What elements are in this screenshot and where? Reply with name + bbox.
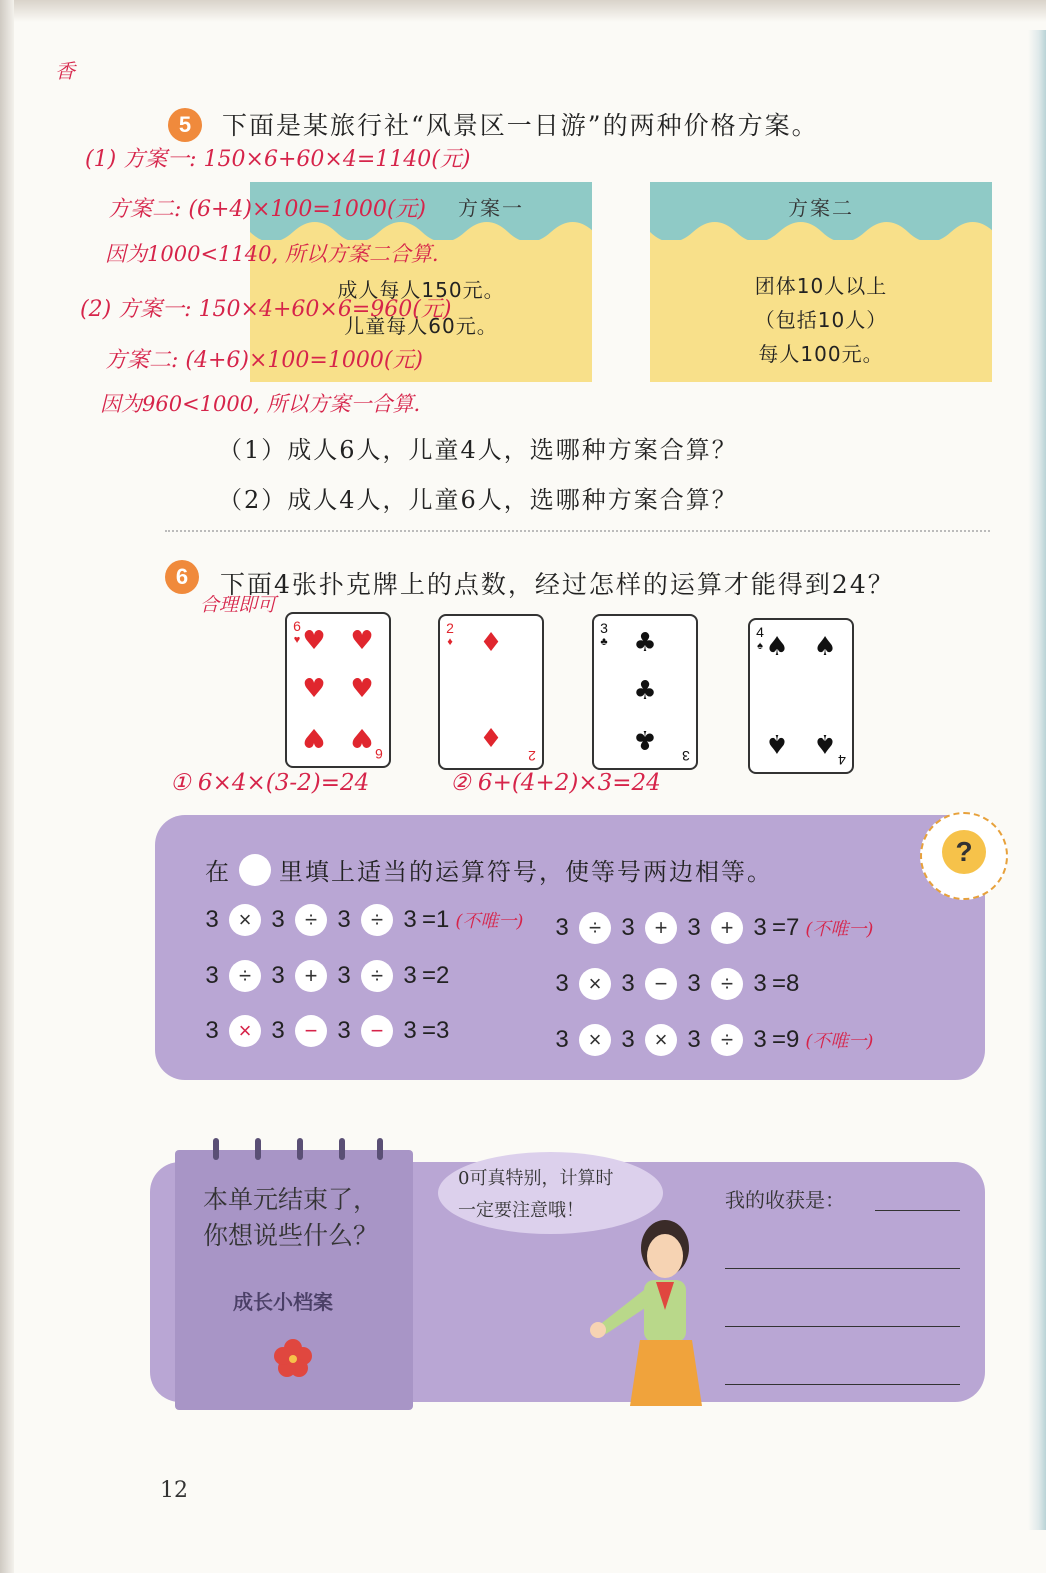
card-suit-icon: ♠ (757, 640, 763, 652)
operand: 3 (621, 914, 635, 941)
spade-icon: ♠ (813, 728, 837, 758)
growth-archive-label: 成长小档案 (233, 1290, 333, 1314)
operand: 3 (687, 970, 701, 997)
heart-icon: ♥ (302, 722, 326, 752)
operand: 3 (337, 1017, 351, 1044)
speech-bubble-line2: 一定要注意哦！ (458, 1200, 584, 1221)
equation-row-3 (200, 1015, 449, 1047)
q5-title: 下面是某旅行社“风景区一日游”的两种价格方案。 (222, 111, 819, 140)
notebook-ring (213, 1138, 219, 1160)
operand: 3 (271, 906, 285, 933)
q5-sub1: （1）成人6人，儿童4人，选哪种方案合算？ (218, 436, 738, 464)
growth-archive-notebook (175, 1150, 413, 1410)
page-edge-left (0, 0, 14, 1573)
operator-slot[interactable]: × (229, 904, 261, 936)
hw-not-unique-note: (不唯一) (805, 919, 874, 940)
notebook-ring (297, 1138, 303, 1160)
operand: 3 (337, 962, 351, 989)
equation-row-4 (550, 912, 873, 944)
section-divider (165, 530, 990, 532)
blank-circle-icon (239, 854, 271, 886)
operand: 3 (621, 970, 635, 997)
operand: 3 (271, 1017, 285, 1044)
operator-slot[interactable]: + (711, 912, 743, 944)
equation-row-5 (550, 968, 799, 1000)
heart-icon: ♥ (350, 674, 374, 704)
operator-slot[interactable]: ÷ (229, 960, 261, 992)
card-rank: 6 (293, 618, 301, 634)
operand: 3 (403, 906, 417, 933)
card-rank: 4 (838, 752, 846, 768)
operand: 3 (205, 962, 219, 989)
page-number: 12 (160, 1478, 188, 1503)
q6-hw-answer1: ① 6×4×(3-2)=24 (170, 770, 370, 796)
plan2-box (650, 182, 992, 382)
operator-slot[interactable]: + (295, 960, 327, 992)
operand: 3 (753, 970, 767, 997)
hw-not-unique-note: (不唯一) (805, 1031, 874, 1052)
operator-slot[interactable]: ÷ (295, 904, 327, 936)
girl-illustration (570, 1218, 720, 1408)
notebook-ring (255, 1138, 261, 1160)
heart-icon: ♥ (302, 626, 326, 656)
card-suit-icon: ♦ (447, 636, 453, 648)
plan2-wave (650, 222, 992, 252)
equation-result: =3 (422, 1017, 450, 1044)
plan2-line2: （包括10人） (754, 308, 888, 332)
operand: 3 (337, 906, 351, 933)
equation-row-6 (550, 1024, 873, 1056)
operand: 3 (555, 970, 569, 997)
operator-slot[interactable]: ÷ (711, 968, 743, 1000)
operator-slot[interactable]: × (645, 1024, 677, 1056)
q6-number-badge: 6 (165, 560, 199, 594)
heart-icon: ♥ (302, 674, 326, 704)
q5-hw-line1: (1) 方案一: 150×6+60×4=1140(元) (85, 147, 471, 172)
card-rank: 6 (375, 746, 383, 762)
operand: 3 (555, 1026, 569, 1053)
operand: 3 (753, 1026, 767, 1053)
operator-slot[interactable]: − (295, 1015, 327, 1047)
summary-prompt-line2: 你想说些什么？ (203, 1221, 379, 1250)
operator-slot[interactable]: × (229, 1015, 261, 1047)
operand: 3 (271, 962, 285, 989)
harvest-line[interactable] (725, 1326, 960, 1327)
equation-result: =7 (772, 914, 800, 941)
q6-hw-answer2: ② 6+(4+2)×3=24 (450, 770, 661, 796)
operand: 3 (403, 962, 417, 989)
page-edge-right (1028, 30, 1046, 1530)
plan2-line3: 每人100元。 (758, 342, 884, 366)
plan2-line1: 团体10人以上 (754, 274, 888, 298)
diamond-icon: ♦ (479, 724, 503, 754)
diamond-icon: ♦ (479, 628, 503, 658)
operator-slot[interactable]: ÷ (579, 912, 611, 944)
equation-result: =1 (422, 906, 450, 933)
hw-not-unique-note: (不唯一) (455, 911, 524, 932)
operator-slot[interactable]: ÷ (361, 960, 393, 992)
equation-result: =9 (772, 1026, 800, 1053)
lightbulb-badge (920, 812, 1008, 900)
notebook-ring (339, 1138, 345, 1160)
harvest-line[interactable] (725, 1384, 960, 1385)
operand: 3 (753, 914, 767, 941)
club-icon: ♣ (633, 628, 657, 658)
summary-prompt-line1: 本单元结束了， (203, 1185, 379, 1214)
page-edge-top (0, 0, 1046, 22)
playing-card-3-clubs (592, 614, 698, 770)
playing-card-4-spades (748, 618, 854, 774)
notebook-ring (377, 1138, 383, 1160)
operator-slot[interactable]: − (361, 1015, 393, 1047)
card-rank: 2 (528, 748, 536, 764)
equation-row-2 (200, 960, 449, 992)
operator-slot[interactable]: × (579, 1024, 611, 1056)
operator-slot[interactable]: ÷ (711, 1024, 743, 1056)
equation-result: =2 (422, 962, 450, 989)
operand: 3 (205, 1017, 219, 1044)
q6-title: 下面4张扑克牌上的点数，经过怎样的运算才能得到24？ (220, 570, 895, 599)
operator-slot[interactable]: × (579, 968, 611, 1000)
spade-icon: ♠ (765, 728, 789, 758)
card-rank: 3 (682, 748, 690, 764)
card-suit-icon: ♥ (293, 634, 301, 646)
speech-bubble-line1: 0可真特别，计算时 (458, 1168, 614, 1189)
playing-card-6-hearts (285, 612, 391, 768)
operator-slot[interactable]: − (645, 968, 677, 1000)
card-rank: 3 (600, 620, 608, 636)
spade-icon: ♠ (813, 632, 837, 662)
plan2-title: 方案二 (788, 196, 854, 220)
operand: 3 (687, 914, 701, 941)
flower-icon (273, 1338, 313, 1378)
q5-hw-line4: (2) 方案一: 150×4+60×6=960(元) (80, 297, 452, 322)
club-icon: ♣ (633, 676, 657, 706)
q5-number-badge: 5 (168, 108, 202, 142)
operand: 3 (403, 1017, 417, 1044)
q6-hw-note: 合理即可 (200, 594, 277, 616)
harvest-line[interactable] (875, 1210, 960, 1211)
plan1-title: 方案一 (458, 196, 524, 220)
puzzle-instruction-a: 在 (205, 858, 231, 886)
equation-result: =8 (772, 970, 800, 997)
q5-sub2: （2）成人4人，儿童6人，选哪种方案合算？ (218, 486, 738, 514)
lightbulb-question-icon: ? (942, 830, 986, 874)
operator-slot[interactable]: + (645, 912, 677, 944)
q5-hw-line2: 方案二: (6+4)×100=1000(元) (108, 197, 427, 222)
operand: 3 (621, 1026, 635, 1053)
harvest-label: 我的收获是： (725, 1188, 845, 1212)
q5-hw-line5: 方案二: (4+6)×100=1000(元) (105, 348, 424, 373)
spade-icon: ♠ (765, 632, 789, 662)
operand: 3 (687, 1026, 701, 1053)
puzzle-instruction-b: 里填上适当的运算符号，使等号两边相等。 (279, 858, 773, 886)
q5-hw-line3: 因为1000<1140, 所以方案二合算. (105, 242, 439, 266)
card-rank: 2 (446, 620, 454, 636)
operator-slot[interactable]: ÷ (361, 904, 393, 936)
operand: 3 (205, 906, 219, 933)
playing-card-2-diamonds (438, 614, 544, 770)
equation-row-1 (200, 904, 523, 936)
card-rank: 4 (756, 624, 764, 640)
plan1-line2: 儿童每人60元。 (344, 314, 498, 338)
harvest-line[interactable] (725, 1268, 960, 1269)
heart-icon: ♥ (350, 722, 374, 752)
corner-mark: 香 (55, 59, 75, 83)
card-suit-icon: ♣ (600, 636, 608, 648)
club-icon: ♣ (633, 724, 657, 754)
plan1-line1: 成人每人150元。 (337, 278, 505, 302)
operand: 3 (555, 914, 569, 941)
heart-icon: ♥ (350, 626, 374, 656)
q5-hw-line6: 因为960<1000, 所以方案一合算. (100, 392, 421, 416)
puzzle-instruction (205, 852, 773, 887)
